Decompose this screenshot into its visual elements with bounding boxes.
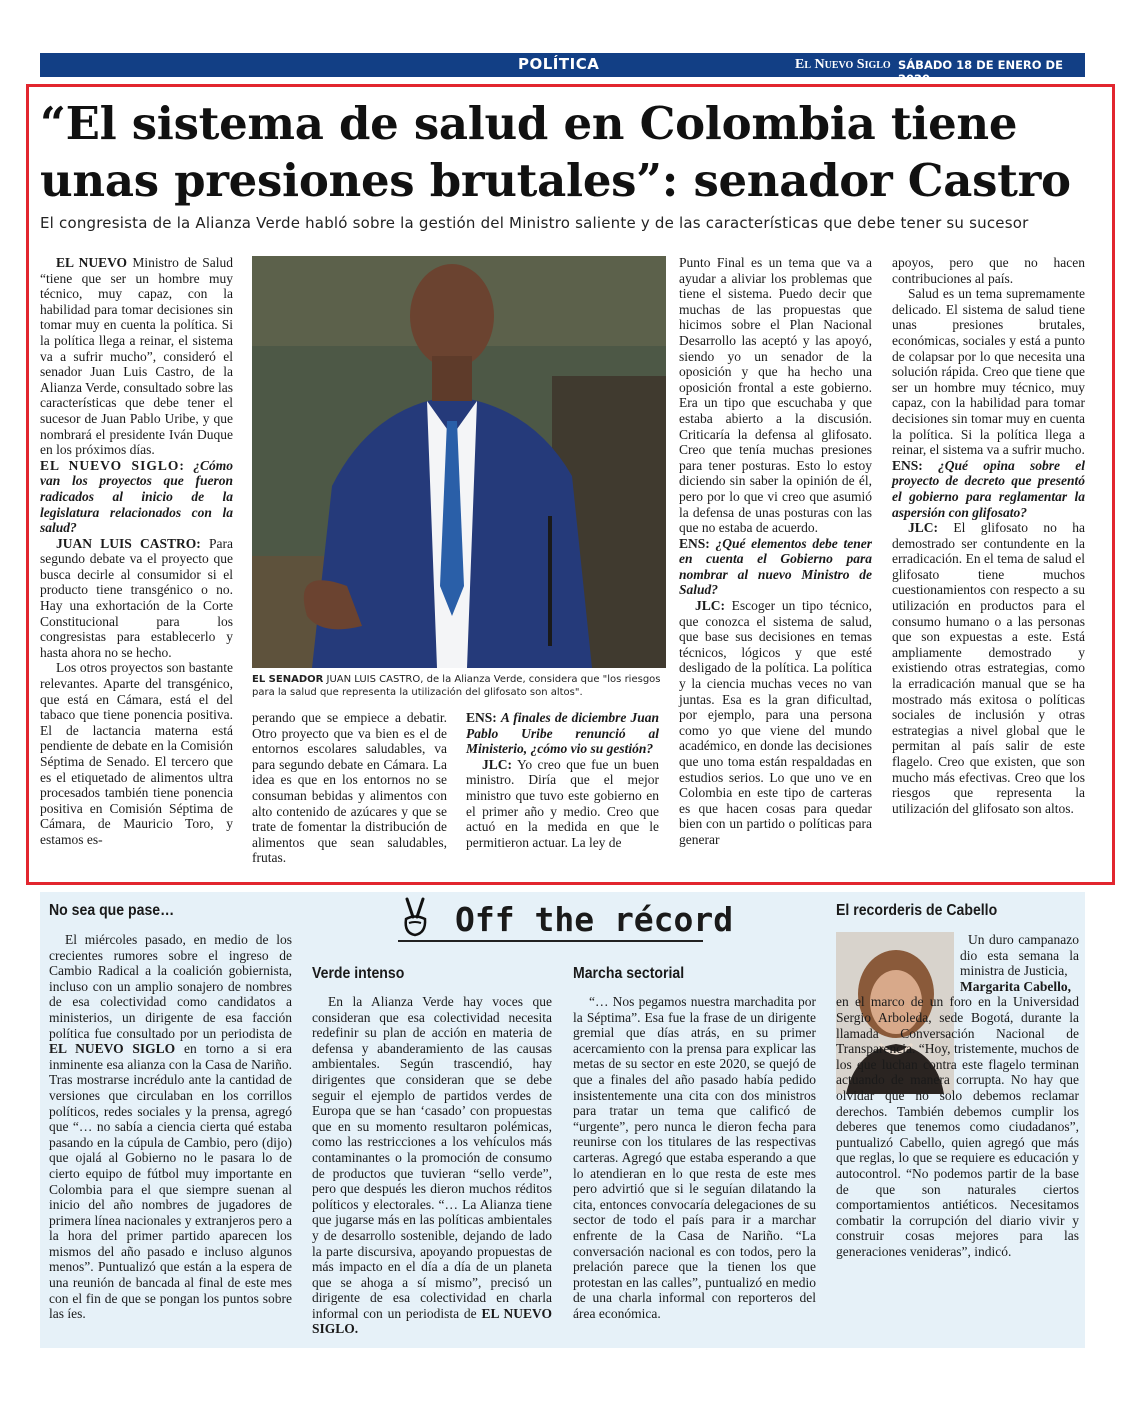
paragraph: Punto Final es un tema que va a ayudar a aliviar los problemas que tiene el sistema. Puedo decir que muchas de las propuestas que hicimos sobre el Plan Nacional Desarrollo las aceptó y las apoyó, siendo yo un senador de la oposición y que ha hecho una oposición frontal a este gobierno. Era un tipo que escuchaba y que estaba abierto a la discusión. Criticaría la defensa al glifosato. Creo que tenía muchas presiones para tener posturas. Esto lo estoy diciendo sin saber la opinión de él, pero por lo que vi creo que asumió la defensa de unas posturas con las que no estaba de acuerdo. (679, 255, 872, 536)
paragraph: Ministro de Salud “tiene que ser un hombre muy técnico, muy capaz, con la habilidad para tomar decisiones sin tomar muy en cuenta la política. Si la política llega a reinar, el sistema va a sufrir mucho”, consideró el senador Juan Luis Castro, de la Alianza Verde, consultado sobre las características que debe tener el sucesor de Juan Pablo Uribe, y que nombrará el presidente Iván Duque en los próximos días. (40, 255, 233, 458)
column-title: Verde intenso (312, 965, 405, 982)
off-the-record-title: Off the récord (455, 900, 734, 939)
paragraph: en torno a si era inminente esa alianza con la Casa de Nariño. Tras mostrarse incrédulo ante la cantidad de versiones que circulaban en los corrillos políticos, redes sociales y la prensa, agregó que “… no sabía a ciencia cierta qué estaba pasando en la cúpula de Cambio, pero (dijo) que ojalá al Gobierno no le pasara lo de cierto equipo de fútbol muy importante en Colombia para el que siempre suenan al inicio del año nombres de jugadores de primera línea nacionales y extranjeros pero a la hora del primer partido aparecen los mismos del año pasado e incluso algunos menos”. Puntualizó que están a la espera de una reunión de bancada al final de este mes con el fin de que se pongan los puntos sobre las íes. (49, 1041, 293, 1322)
question-lead: ENS: (892, 457, 923, 473)
victory-hand-icon (398, 897, 432, 937)
article-column-5 (892, 255, 1085, 816)
publication-name: El Nuevo Siglo (795, 57, 891, 72)
publication-mention: EL NUEVO SIGLO. (312, 1305, 552, 1337)
senator-photo (252, 256, 666, 668)
answer-text: Escoger un tipo técnico, que conozca el sistema de salud, que base sus decisiones en temas técnicos, lógicos y que esté desligado de la política. La política y la ciencia muchas veces no van juntas. Esa es la gran dificultad, por ejemplo, para una persona como yo que viene del mundo académico, en donde las decisiones que uno toma están respaldadas en estudios serios. Lo que uno ve en Colombia en este tipo de carteras es que hacen cosas para quedar bien con un partido o políticas para generar (679, 598, 872, 847)
paragraph: Salud es un tema supremamente delicado. El sistema de salud tiene unas presiones brutales, económicas, sociales y está a punto de colapsar por lo que necesita una solución rápida. Creo que tiene que ser un hombre muy técnico, muy capaz, con la habilidad para tomar decisiones sin tomar muy en cuenta la política. Si la política llega a reinar, el sistema va a sufrir mucho. (892, 286, 1085, 458)
question-lead: EL NUEVO SIGLO: (40, 457, 185, 473)
off-record-column-1 (49, 932, 292, 1322)
answer-lead: JUAN LUIS CASTRO: (56, 535, 201, 551)
off-record-column-2 (312, 994, 552, 1337)
page-header-bar (40, 53, 1124, 86)
paragraph: El miércoles pasado, en medio de los crecientes rumores sobre el ingreso de Cambio Radical a la coalición gobiernista, incluso con un amplio sonajero de nombres de esa colectividad como candidatos a ministerios, un dirigente de esa facción política fue consultado por un periodista de (49, 932, 292, 1041)
article-column-2 (252, 710, 447, 866)
question-lead: ENS: (679, 535, 710, 551)
off-record-column-3 (573, 994, 816, 1321)
question-text: A finales de diciembre Juan Pablo Uribe renunció al Ministerio, ¿cómo vio su gestión? (466, 710, 660, 757)
paragraph: en el marco de un foro en la Universidad Sergio Arboleda, sede Bogotá, durante la llamada Conversación Nacional de Transparencia. “Hoy, tristemente, muchos de los que luchan contra este flagelo terminan actuando de manera corrupta. No hay que olvidar que no solo debemos reclamar derechos. También debemos cumplir los deberes que tenemos como ciudadanos”, puntualizó Cabello, quien agregó que más que reglas, lo que se requiere es educación y autocontrol. “No podemos partir de la base de que son naturales ciertos comportamientos antiéticos. Necesitamos combatir la corrupción del diario vivir y construir cosas mejores para las generaciones venideras”, indicó. (836, 994, 1079, 1259)
column-title: El recorderis de Cabello (836, 902, 998, 919)
article-column-3 (466, 710, 659, 850)
question-text: ¿Qué opina sobre el proyecto de decreto que presentó el gobierno para reglamentar la aspersión con glifosato? (892, 457, 1086, 520)
answer-text: El glifosato no ha demostrado ser contundente en la erradicación. En el tema de salud el glifosato tiene muchos cuestionamientos con respecto a su utilización en productos para el consumo humano o a las personas que son expuestas a este. Está ampliamente demostrado y existiendo otras estrategias, como la erradicación manual que se ha mostrado más exitosa o políticas sociales de inclusión y otras estrategias a nivel global que le permitan al país salir de este flagelo. Creo que existen, que son mucho más efectivas. Creo que los riesgos que representa la utilización del glifosato son altos. (892, 520, 1086, 816)
answer-text: Yo creo que fue un buen ministro. Diría que el mejor ministro que tuvo este gobierno en el primer año y medio. Creo que actuó en la medida en que le permitieron actuar. La ley de (466, 756, 660, 850)
answer-lead: JLC: (695, 598, 725, 614)
paragraph: apoyos, pero que no hacen contribuciones al país. (892, 255, 1085, 286)
article-subhead: El congresista de la Alianza Verde habló sobre la gestión del Ministro saliente y de las características que debe tener su sucesor (40, 214, 1029, 232)
answer-lead: JLC: (908, 520, 938, 536)
question-text: ¿Qué elementos debe tener en cuenta el Gobierno para nombrar al nuevo Ministro de Salud? (679, 535, 872, 598)
question-text: ¿Cómo van los proyectos que fueron radicados al inicio de la legislatura relacionados con la salud? (40, 457, 233, 536)
paragraph: perando que se empiece a debatir. Otro proyecto que va bien es el de entornos escolares saludables, va para segundo debate en Cámara. La idea es que en los entornos no se consuman bebidas y alimentos con alto contenido de azúcares y que se trate de fomentar la distribución de alimentos que sean saludables, frutas. (252, 710, 447, 866)
paragraph: “… Nos pegamos nuestra marchadita por la Séptima”. Esa fue la frase de un dirigente gremial que días atrás, en su primer acercamiento con la prensa para explicar las metas de su sector en este 2020, se quejó de que a finales del año pasado había pedido insistentemente una cita con dos ministros para tratar un tema que calificó de “urgente”, pero nunca le dieron fecha para reunirse con los titulares de las respectivas carteras. Agregó que estaba esperando a que lo atendieran en lo que resta de este mes pero advirtió que si le seguían dilatando la cita, entonces convocaría delegaciones de su sector de todo el país para ir a marchar enfrente de la Casa de Nariño. “La conversación nacional es con todos, pero la prelación parece que la tienen los que protestan en las calles”, puntualizó en medio de una charla informal con reporteros del área económica. (573, 994, 816, 1321)
photo-caption (252, 673, 666, 699)
minister-name: Margarita Cabello, (960, 978, 1071, 994)
column-title: No sea que pase… (49, 902, 175, 919)
answer-text: Para segundo debate va el proyecto que busca decirle al consumidor si el producto tiene transgénico o no. Hay una exhortación de la Corte Constitucional para los congresistas para establecerlo y hasta ahora no se hecho. (40, 535, 233, 660)
page-number: 13A (1087, 54, 1124, 74)
section-name: POLÍTICA (518, 55, 600, 73)
question-lead: ENS: (466, 710, 497, 725)
title-underline (398, 940, 703, 942)
publication-mention: EL NUEVO SIGLO (49, 1041, 176, 1057)
senator-illustration (252, 256, 666, 668)
lead-in: EL NUEVO (56, 255, 128, 270)
paragraph: Los otros proyectos son bastante relevantes. Aparte del transgénico, que está en Cámara, está el del tabaco que tiene ponencia positiva. El de lactancia materna está pendiente de debate en la Comisión Séptima de Senado. El tercero que es el etiquetado de alimentos ultra procesados también tiene ponencia positiva en Comisión Séptima de Cámara, de Mauricio Toro, y estamos es- (40, 660, 233, 847)
caption-text: JUAN LUIS CASTRO, de la Alianza Verde, considera que "los riesgos para la salud que representa la utilización del glifosato son altos". (252, 674, 661, 698)
caption-lead: EL SENADOR (252, 674, 324, 685)
article-column-1 (40, 255, 233, 848)
article-column-4 (679, 255, 872, 848)
column-title: Marcha sectorial (573, 965, 685, 982)
off-record-column-4 (836, 932, 1079, 1259)
article-headline: “El sistema de salud en Colombia tiene unas presiones brutales”: senador Castro (40, 97, 1071, 207)
paragraph: Un duro campanazo dio esta semana la ministra de Justicia, (960, 932, 1079, 979)
publication-date: SÁBADO 18 DE ENERO DE 2020 (898, 58, 1063, 86)
answer-lead: JLC: (482, 756, 512, 772)
paragraph: En la Alianza Verde hay voces que consideran que esa colectividad necesita redefinir su plan de acción en materia de defensa y abanderamiento de las causas ambientales. Según trascendió, hay dirigentes que consideran que se debe seguir el ejemplo de partidos verdes de Europa que se han ‘casado’ con propuestas que en su momento resultaron polémicas, como las restricciones a los vehículos más contaminantes o la promoción de consumo de productos que tuvieran “sello verde”, pero que después les dieron muchos réditos políticos y electorales. “… La Alianza tiene que jugarse más en las políticas ambientales y de desarrollo sostenible, dejando de lado la parte discursiva, apoyando propuestas de más impacto en el día a día de un planeta que se ahoga a sí mismo”, precisó un dirigente de esa colectividad en charla informal con un periodista de (312, 994, 552, 1321)
